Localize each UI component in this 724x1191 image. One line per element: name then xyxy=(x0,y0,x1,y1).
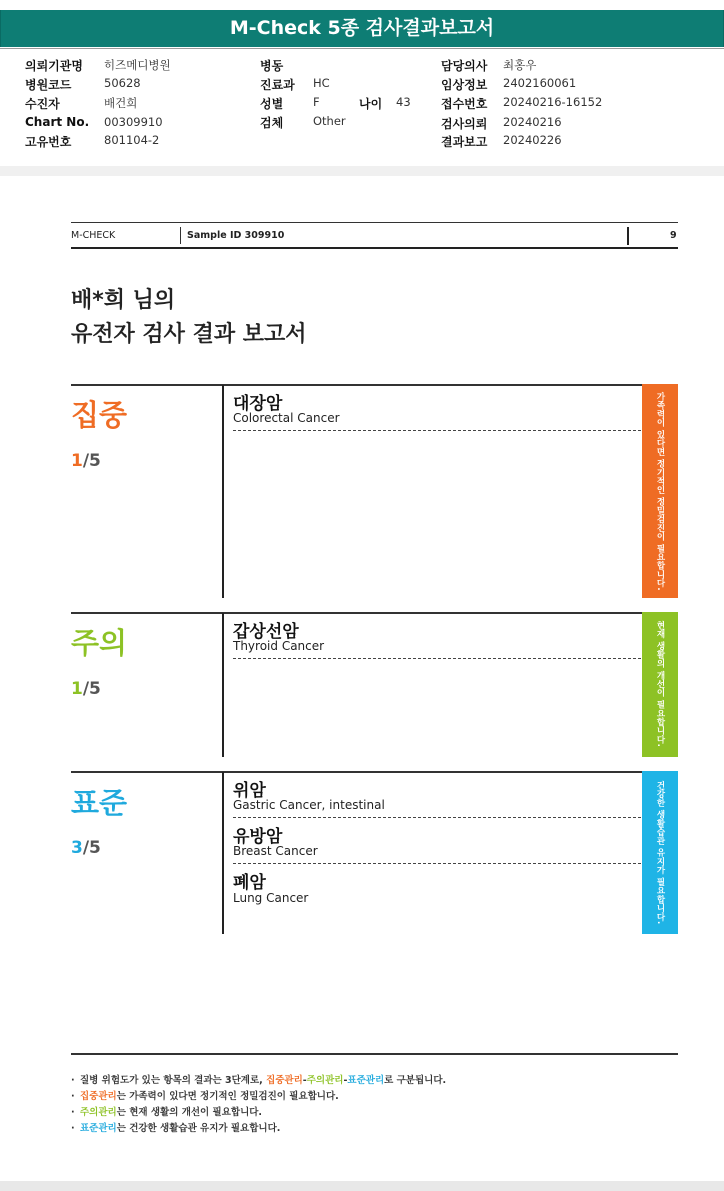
cancer-name-en: Breast Cancer xyxy=(233,844,318,858)
section-standard-count-num: 3 xyxy=(71,838,83,858)
section-standard-label: 표준 xyxy=(71,786,128,820)
page-header-separator-right xyxy=(627,227,629,245)
section-caution-side-banner xyxy=(642,612,678,757)
page-separator xyxy=(0,166,724,176)
page-bottom-band xyxy=(0,1181,724,1191)
cancer-name-ko: 위암 xyxy=(233,781,266,801)
section-focus-label: 집중 xyxy=(71,398,128,432)
page-header-sample-id: Sample ID 309910 xyxy=(187,230,285,241)
cancer-name-en: Gastric Cancer, intestinal xyxy=(233,798,385,812)
info-label-age: 나이 xyxy=(359,97,383,111)
footnote-4-key: 표준관리 xyxy=(80,1123,117,1134)
section-caution-top-rule xyxy=(71,612,642,614)
section-standard-side-banner xyxy=(642,771,678,934)
info-label-result-report: 결과보고 xyxy=(441,135,488,149)
page-header-top-rule xyxy=(71,222,678,223)
section-focus-count-den: /5 xyxy=(82,451,101,471)
footnote-3-key: 주의관리 xyxy=(80,1107,117,1118)
cancer-name-ko: 폐암 xyxy=(233,873,266,893)
footnote-1-caution: 주의관리 xyxy=(306,1075,344,1086)
cancer-name-ko: 대장암 xyxy=(233,394,283,414)
section-caution-divider xyxy=(222,613,224,757)
info-value-age: 43 xyxy=(396,95,411,109)
footnote-1-dash2: - xyxy=(343,1075,348,1086)
info-value-patient-name: 배건희 xyxy=(104,96,138,110)
info-label-sex: 성별 xyxy=(260,97,284,111)
info-value-hospital-code: 50628 xyxy=(104,76,141,90)
footnote-1-end: 로 구분됩니다. xyxy=(384,1075,447,1086)
footnote-1-focus: 집중관리 xyxy=(266,1075,303,1086)
section-caution-side-text: 현재 생활의 개선이 필요합니다. xyxy=(655,621,665,748)
info-value-chart-no: 00309910 xyxy=(104,115,163,129)
section-standard-top-rule xyxy=(71,771,642,773)
info-label-test-request: 검사의뢰 xyxy=(441,117,488,131)
info-value-result-report: 20240226 xyxy=(503,133,562,147)
footnote-1-text: 질병 위험도가 있는 항목의 결과는 3단계로, xyxy=(80,1075,267,1086)
info-label-specimen: 검체 xyxy=(260,116,284,130)
cancer-name-en: Lung Cancer xyxy=(233,891,309,905)
info-label-clinical-info: 임상정보 xyxy=(441,78,488,92)
info-value-specimen: Other xyxy=(313,114,346,128)
info-label-department: 진료과 xyxy=(260,78,295,92)
footnote-4: · 표준관리는 건강한 생활습관 유지가 필요합니다. xyxy=(71,1123,281,1134)
info-label-patient-name: 수진자 xyxy=(25,97,60,111)
section-standard-count xyxy=(71,838,101,858)
info-label-ward: 병동 xyxy=(260,59,284,73)
section-caution-count xyxy=(71,679,101,699)
footnote-1: · 질병 위험도가 있는 항목의 결과는 3단계로, 집중관리-주의관리-표준관리로 구분됩니다. xyxy=(71,1075,447,1086)
info-value-test-request: 20240216 xyxy=(503,115,562,129)
section-focus-top-rule xyxy=(71,384,642,386)
footnote-3-text: 는 현재 생활의 개선이 필요합니다. xyxy=(116,1107,263,1118)
info-label-unique-id: 고유번호 xyxy=(25,135,72,149)
item-divider xyxy=(233,817,641,818)
info-value-clinical-info: 2402160061 xyxy=(503,76,577,90)
section-standard-side-text: 건강한 생활습관 유지가 필요합니다. xyxy=(655,780,665,925)
cancer-name-ko: 유방암 xyxy=(233,827,283,847)
cancer-name-ko: 갑상선암 xyxy=(233,622,299,642)
report-title-line2: 유전자 검사 결과 보고서 xyxy=(71,322,307,347)
footnote-rule xyxy=(71,1053,678,1055)
section-focus-side-banner xyxy=(642,384,678,598)
report-title-line1: 배*희 님의 xyxy=(71,288,176,313)
item-divider xyxy=(233,658,641,659)
info-value-physician: 최홍우 xyxy=(503,58,537,72)
cancer-name-en: Colorectal Cancer xyxy=(233,411,340,425)
report-banner-title: M-Check 5종 검사결과보고서 xyxy=(0,10,724,47)
section-standard-divider xyxy=(222,772,224,934)
section-focus-count xyxy=(71,451,101,471)
info-label-physician: 담당의사 xyxy=(441,59,488,73)
footnote-2: · 집중관리는 가족력이 있다면 정기적인 정밀검진이 필요합니다. xyxy=(71,1091,339,1102)
section-focus-side-text: 가족력이 있다면 정기적인 정밀검진이 필요합니다. xyxy=(655,391,665,591)
page-header-bottom-rule xyxy=(71,247,678,249)
info-label-receipt-no: 접수번호 xyxy=(441,97,488,111)
footnote-2-text: 는 가족력이 있다면 정기적인 정밀검진이 필요합니다. xyxy=(116,1091,339,1102)
info-label-requesting-institution: 의뢰기관명 xyxy=(25,59,83,73)
info-value-sex: F xyxy=(313,95,320,109)
section-focus-count-num: 1 xyxy=(71,451,83,471)
page-header-brand: M-CHECK xyxy=(71,230,116,241)
section-focus-divider xyxy=(222,385,224,598)
info-value-receipt-no: 20240216-16152 xyxy=(503,95,603,109)
info-value-unique-id: 801104-2 xyxy=(104,133,160,147)
footnote-2-key: 집중관리 xyxy=(80,1091,117,1102)
footnote-1-standard: 표준관리 xyxy=(347,1075,385,1086)
section-standard-count-den: /5 xyxy=(82,838,101,858)
section-caution-count-den: /5 xyxy=(82,679,101,699)
section-caution-label: 주의 xyxy=(71,626,128,660)
section-caution-count-num: 1 xyxy=(71,679,83,699)
info-value-department: HC xyxy=(313,76,330,90)
banner-divider xyxy=(0,48,724,49)
footnote-1-dash1: - xyxy=(302,1075,307,1086)
page-header-separator xyxy=(180,227,181,244)
page-number: 9 xyxy=(670,230,677,241)
item-divider xyxy=(233,430,641,431)
info-label-chart-no: Chart No. xyxy=(25,115,90,129)
cancer-name-en: Thyroid Cancer xyxy=(233,639,325,653)
info-label-hospital-code: 병원코드 xyxy=(25,78,72,92)
footnote-4-text: 는 건강한 생활습관 유지가 필요합니다. xyxy=(116,1123,281,1134)
item-divider xyxy=(233,863,641,864)
info-value-requesting-institution: 히즈메디병원 xyxy=(104,58,171,72)
footnote-3: · 주의관리는 현재 생활의 개선이 필요합니다. xyxy=(71,1107,263,1118)
